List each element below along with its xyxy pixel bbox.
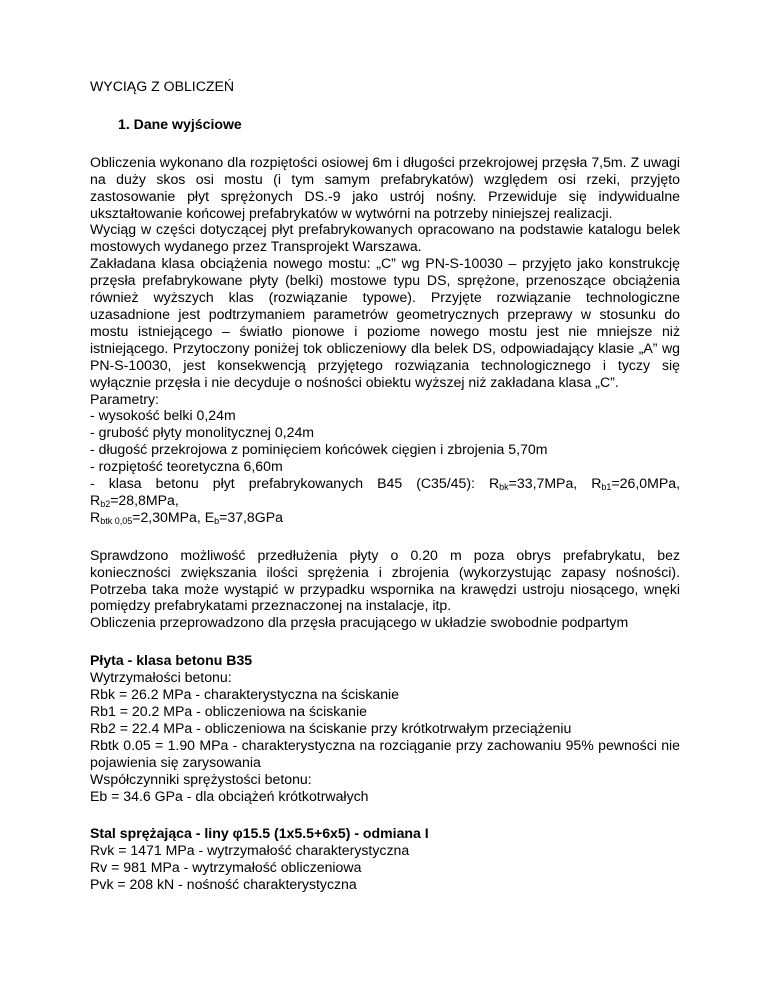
steel-line: Rv = 981 MPa - wytrzymałość obliczeniowa	[90, 859, 362, 876]
param-item: - rozpiętość teoretyczna 6,60m	[90, 458, 283, 475]
parameters-label: Parametry:	[90, 390, 159, 407]
param-item: - długość przekrojowa z pominięciem końcówek cięgien i zbrojenia 5,70m	[90, 441, 548, 458]
elastic-line: Eb = 34.6 GPa - dla obciążeń krótkotrwałych	[90, 787, 369, 804]
steel-heading: Stal sprężająca - liny φ15.5 (1x5.5+6x5) - odmiana I	[90, 825, 429, 842]
paragraph-catalog-source: Wyciąg w części dotyczącej płyt prefabrykowanych opracowano na podstawie katalogu belek mostowych wydanego przez Transprojekt Warszawa.	[90, 221, 680, 255]
steel-line: Rvk = 1471 MPa - wytrzymałość charakterystyczna	[90, 842, 410, 859]
paragraph-load-class: Zakładana klasa obciążenia nowego mostu: „C” wg PN-S-10030 – przyjęto jako konstrukcję przęsła prefabrykowane płyty (belki) mostowe typu DS, sprężone, przenoszące obciążenia również wyższych klas (rozwiązanie typowe). Przyjęte rozwiązanie technologiczne uzasadnione jest podtrzymaniem parametrów geometrycznych przeprawy w stosunku do mostu istniejącego – światło pionowe i poziome nowego mostu jest nie mniejsze niż istniejącego. Przytoczony poniżej tok obliczeniowy dla belek DS, odpowiadający klasie „A” wg PN-S-10030, jest konsekwencją przyjętego rozwiązania technologicznego i tyczy się wyłącznie przęsła i nie decyduje o nośności obiektu wyższej niż zakładana klasa „C”.	[90, 255, 680, 390]
param-item: - grubość płyty monolitycznej 0,24m	[90, 424, 315, 441]
param-concrete-values: $R_{btk 0,05}=2,30MPa$, $E_b=37,8GPa$	[90, 508, 283, 526]
document-page	[90, 78, 680, 893]
paragraph-static-scheme: Obliczenia przeprowadzono dla przęsła pracującego w układzie swobodnie podpartym	[90, 614, 629, 631]
strength-label: Wytrzymałości betonu:	[90, 669, 232, 686]
strength-line: Rbk = 26.2 MPa - charakterystyczna na ściskanie	[90, 686, 400, 703]
strength-line: Rb2 = 22.4 MPa - obliczeniowa na ściskanie przy krótkotrwałym przeciążeniu	[90, 719, 572, 736]
elastic-label: Współczynniki sprężystości betonu:	[90, 770, 312, 787]
paragraph-span-info: Obliczenia wykonano dla rozpiętości osiowej 6m i długości przekrojowej przęsła 7,5m. Z uwagi na duży skos osi mostu (i tym samym prefabrykatów) względem osi rzeki, przyjęto zastosowanie płyt sprężonych DS.-9 jako ustrój nośny. Przewiduje się indywidualne ukształtowanie końcowej prefabrykatów w wytwórni na potrzeby niniejszej realizacji.	[90, 153, 680, 221]
steel-line: Pvk = 208 kN - nośność charakterystyczna	[90, 876, 357, 893]
paragraph-extension-check: Sprawdzono możliwość przedłużenia płyty o 0.20 m poza obrys prefabrykatu, bez konieczności zwiększania ilości sprężenia i zbrojenia (wykorzystując zapasy nośności). Potrzeba taka może wystąpić w przypadku wspornika na krawędzi ustroju niosącego, wnęki pomiędzy prefabrykatami przeznaczonej na instalacje, itp.	[90, 546, 680, 614]
param-concrete-class: - klasa betonu płyt prefabrykowanych B45 (C35/45): $R_{bk}=33,7MPa$, $R_{b1}=26,0MPa$, $R_{b2}=28,8MPa$,	[90, 475, 680, 509]
plate-heading: Płyta - klasa betonu B35	[90, 652, 253, 669]
strength-line-tensile: Rbtk 0.05 = 1.90 MPa - charakterystyczna na rozciąganie przy zachowaniu 95% pewności nie pojawienia się zarysowania	[90, 736, 680, 770]
section-heading-input-data: 1. Dane wyjściowe	[118, 115, 242, 132]
strength-line: Rb1 = 20.2 MPa - obliczeniowa na ściskanie	[90, 703, 367, 719]
param-item: - wysokość belki 0,24m	[90, 407, 236, 424]
document-title: WYCIĄG Z OBLICZEŃ	[90, 78, 235, 94]
